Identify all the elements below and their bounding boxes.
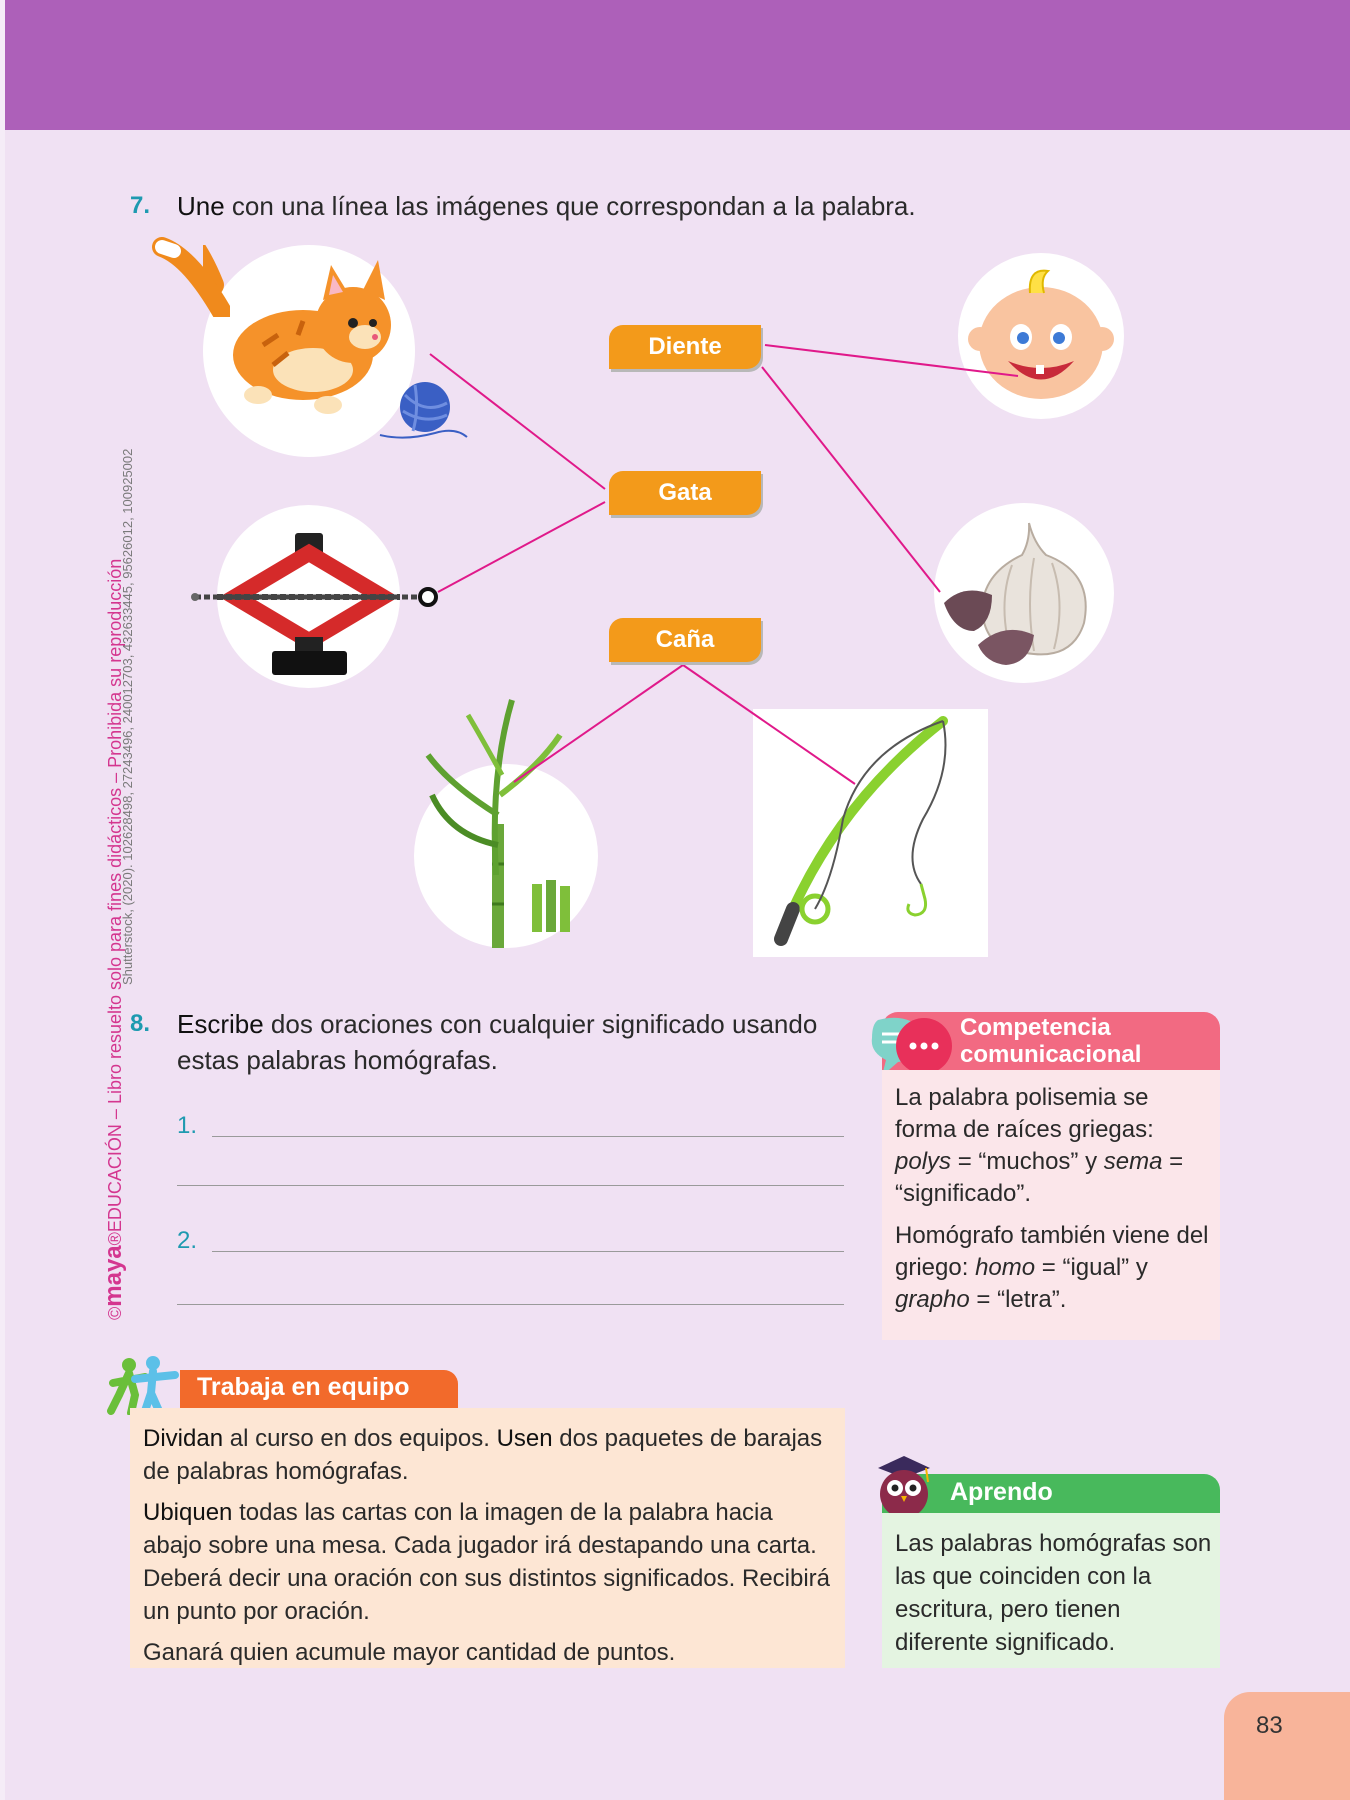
competencia-term-homo: homo bbox=[975, 1254, 1036, 1281]
trabaja-verb-ubiquen: Ubiquen bbox=[143, 1499, 233, 1526]
trabaja-title: Trabaja en equipo bbox=[197, 1373, 410, 1401]
page-number-tab bbox=[1224, 1692, 1350, 1800]
word-diente[interactable]: Diente bbox=[609, 325, 761, 369]
competencia-term-grapho: grapho bbox=[895, 1286, 970, 1313]
competencia-text bbox=[895, 1082, 1213, 1326]
competencia-title-line1: Competencia bbox=[960, 1014, 1111, 1041]
trabaja-p2-text: todas las cartas con la imagen de la palabra hacia abajo sobre una mesa. Cada jugador irá destapando una carta. Deberá decir una oración con sus distintos significados. Recibirá un punto por oración. bbox=[143, 1499, 831, 1625]
trabaja-paragraph-2 bbox=[143, 1496, 838, 1628]
word-gata[interactable]: Gata bbox=[609, 471, 761, 515]
page-number: 83 bbox=[1256, 1712, 1283, 1739]
answer-2-line-2[interactable] bbox=[177, 1304, 844, 1305]
trabaja-paragraph-3: Ganará quien acumule mayor cantidad de puntos. bbox=[143, 1639, 676, 1666]
copyright-symbol: © bbox=[105, 1306, 125, 1320]
competencia-paragraph-1 bbox=[895, 1082, 1213, 1210]
answer-1-label: 1. bbox=[177, 1112, 198, 1139]
competencia-term-polys: polys bbox=[895, 1148, 952, 1175]
question-8-text bbox=[177, 1006, 845, 1042]
owl-icon bbox=[870, 1450, 940, 1520]
image-credit: Shutterstock, (2020). 102628498, 27243496, 240012703, 432633445, 95626012, 100925002 bbox=[120, 448, 135, 985]
question-8-verb: Escribe bbox=[177, 1009, 264, 1039]
question-8-text-line2: estas palabras homógrafas. bbox=[177, 1045, 498, 1075]
competencia-paragraph-2 bbox=[895, 1220, 1213, 1316]
word-cana[interactable]: Caña bbox=[609, 618, 761, 662]
trabaja-text bbox=[143, 1422, 838, 1677]
answer-2-line[interactable] bbox=[212, 1251, 844, 1252]
competencia-p2-text-3: = “letra”. bbox=[969, 1286, 1067, 1313]
trabaja-paragraph-1 bbox=[143, 1422, 838, 1488]
answer-2-label: 2. bbox=[177, 1227, 198, 1254]
competencia-title bbox=[960, 1014, 1141, 1068]
competencia-p2-text-2: = “igual” y bbox=[1035, 1254, 1148, 1281]
competencia-term-sema: sema bbox=[1103, 1148, 1163, 1175]
competencia-title-line2: comunicacional bbox=[960, 1041, 1142, 1068]
answer-1-line[interactable] bbox=[212, 1136, 844, 1137]
question-8-instruction: dos oraciones con cualquier significado usando bbox=[263, 1009, 818, 1039]
competencia-p2-text: Homógrafo también viene del griego: bbox=[895, 1222, 1209, 1281]
aprendo-title: Aprendo bbox=[950, 1478, 1053, 1506]
competencia-p1-text-2: = “muchos” y bbox=[951, 1148, 1104, 1175]
question-7-number: 7. bbox=[130, 192, 151, 219]
trabaja-verb-usen: Usen bbox=[496, 1425, 553, 1452]
trabaja-p1-text: al curso en dos equipos. bbox=[223, 1425, 497, 1452]
trabaja-p1-text-2: dos paquetes de barajas de palabras homógrafas. bbox=[143, 1425, 823, 1485]
competencia-p1-text: La palabra polisemia se forma de raíces griegas: bbox=[895, 1084, 1154, 1143]
question-7-instruction: con una línea las imágenes que correspondan a la palabra. bbox=[224, 191, 916, 221]
question-7-verb: Une bbox=[177, 191, 225, 221]
aprendo-text: Las palabras homógrafas son las que coinciden con la escritura, pero tienen diferente significado. bbox=[895, 1530, 1212, 1656]
credit-text: ®EDUCACIÓN – Libro resuelto solo para fines didácticos – Prohibida su reproducción bbox=[105, 558, 125, 1246]
trabaja-verb-dividan: Dividan bbox=[143, 1425, 224, 1452]
question-8-number: 8. bbox=[130, 1010, 151, 1037]
answer-1-line-2[interactable] bbox=[177, 1185, 844, 1186]
competencia-p1-text-3: = “significado”. bbox=[895, 1148, 1184, 1207]
brand-logo: maya bbox=[100, 1245, 127, 1307]
